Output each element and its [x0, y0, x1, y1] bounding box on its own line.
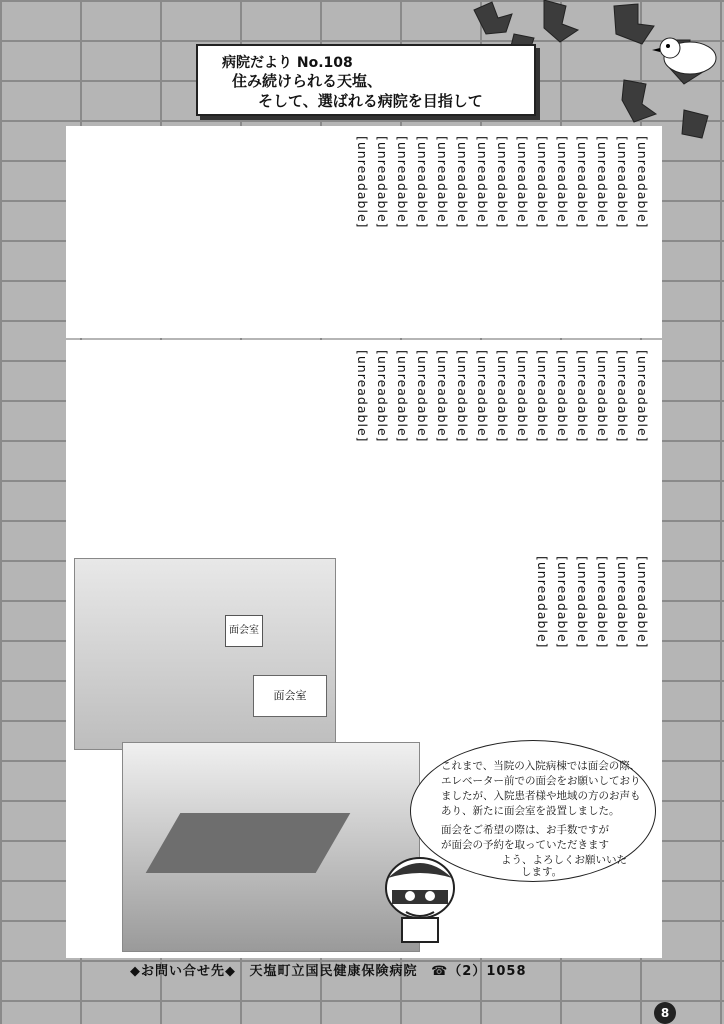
text-column: [unreadable] [615, 556, 630, 649]
text-column: [unreadable] [395, 350, 410, 443]
text-column: [unreadable] [475, 350, 490, 443]
text-column: [unreadable] [515, 136, 530, 229]
text-column: [unreadable] [455, 136, 470, 229]
article-title-box [196, 44, 536, 116]
bubble-line: エレベーター前での面会をお願いしており [441, 775, 641, 787]
text-column: [unreadable] [535, 350, 550, 443]
text-column: [unreadable] [495, 136, 510, 229]
bubble-line: 面会をご希望の際は、お手数ですが [441, 824, 609, 836]
room-nameplate: 面会室 [253, 675, 327, 717]
article-bottom-panel [66, 550, 662, 958]
text-column: [unreadable] [575, 556, 590, 649]
bubble-line: これまで、当院の入院病棟では面会の際、 [441, 760, 641, 772]
text-column: [unreadable] [395, 136, 410, 229]
text-column: [unreadable] [495, 350, 510, 443]
text-column: [unreadable] [435, 350, 450, 443]
text-column: [unreadable] [455, 350, 470, 443]
page-number: 8 [654, 1002, 676, 1024]
text-column: [unreadable] [555, 136, 570, 229]
phone-number: ☎（2）1058 [431, 964, 527, 979]
text-column: [unreadable] [355, 350, 370, 443]
meeting-table [146, 813, 351, 873]
text-column: [unreadable] [535, 136, 550, 229]
text-column: [unreadable] [635, 556, 650, 649]
text-column: [unreadable] [595, 136, 610, 229]
text-column: [unreadable] [375, 350, 390, 443]
article-title-line2: そして、選ばれる病院を目指して [258, 92, 483, 110]
contact-footer [130, 960, 610, 982]
text-column: [unreadable] [475, 136, 490, 229]
text-column: [unreadable] [635, 350, 650, 443]
text-column: [unreadable] [575, 350, 590, 443]
text-column: [unreadable] [635, 136, 650, 229]
text-column: [unreadable] [415, 136, 430, 229]
text-column: [unreadable] [615, 136, 630, 229]
text-column: [unreadable] [555, 350, 570, 443]
bubble-line: よう、よろしくお願いいた [501, 854, 627, 866]
text-column: [unreadable] [515, 350, 530, 443]
text-column: [unreadable] [355, 136, 370, 229]
text-column: [unreadable] [615, 350, 630, 443]
article-text-top [66, 126, 662, 338]
text-column: [unreadable] [375, 136, 390, 229]
bubble-line: します。 [521, 866, 563, 878]
text-column: [unreadable] [595, 350, 610, 443]
text-column: [unreadable] [555, 556, 570, 649]
text-column: [unreadable] [435, 136, 450, 229]
meeting-room-entrance-photo [74, 558, 336, 750]
hospital-name: 天塩町立国民健康保険病院 [249, 964, 418, 979]
bubble-line: が面会の予約を取っていただきます [441, 839, 609, 851]
article-title-line1: 住み続けられる天塩、 [232, 72, 383, 90]
contact-label: ◆お問い合せ先◆ [130, 964, 236, 979]
bubble-line: あり、新たに面会室を設置しました。 [441, 805, 620, 817]
text-column: [unreadable] [415, 350, 430, 443]
text-column: [unreadable] [575, 136, 590, 229]
series-label: 病院だより No.108 [222, 55, 353, 71]
room-sign: 面会室 [225, 615, 263, 647]
bubble-line: ましたが、入院患者様や地域の方のお声も [441, 790, 641, 802]
text-column: [unreadable] [595, 556, 610, 649]
mascot-illustration [376, 848, 464, 944]
text-column: [unreadable] [535, 556, 550, 649]
article-text-middle [66, 340, 662, 550]
